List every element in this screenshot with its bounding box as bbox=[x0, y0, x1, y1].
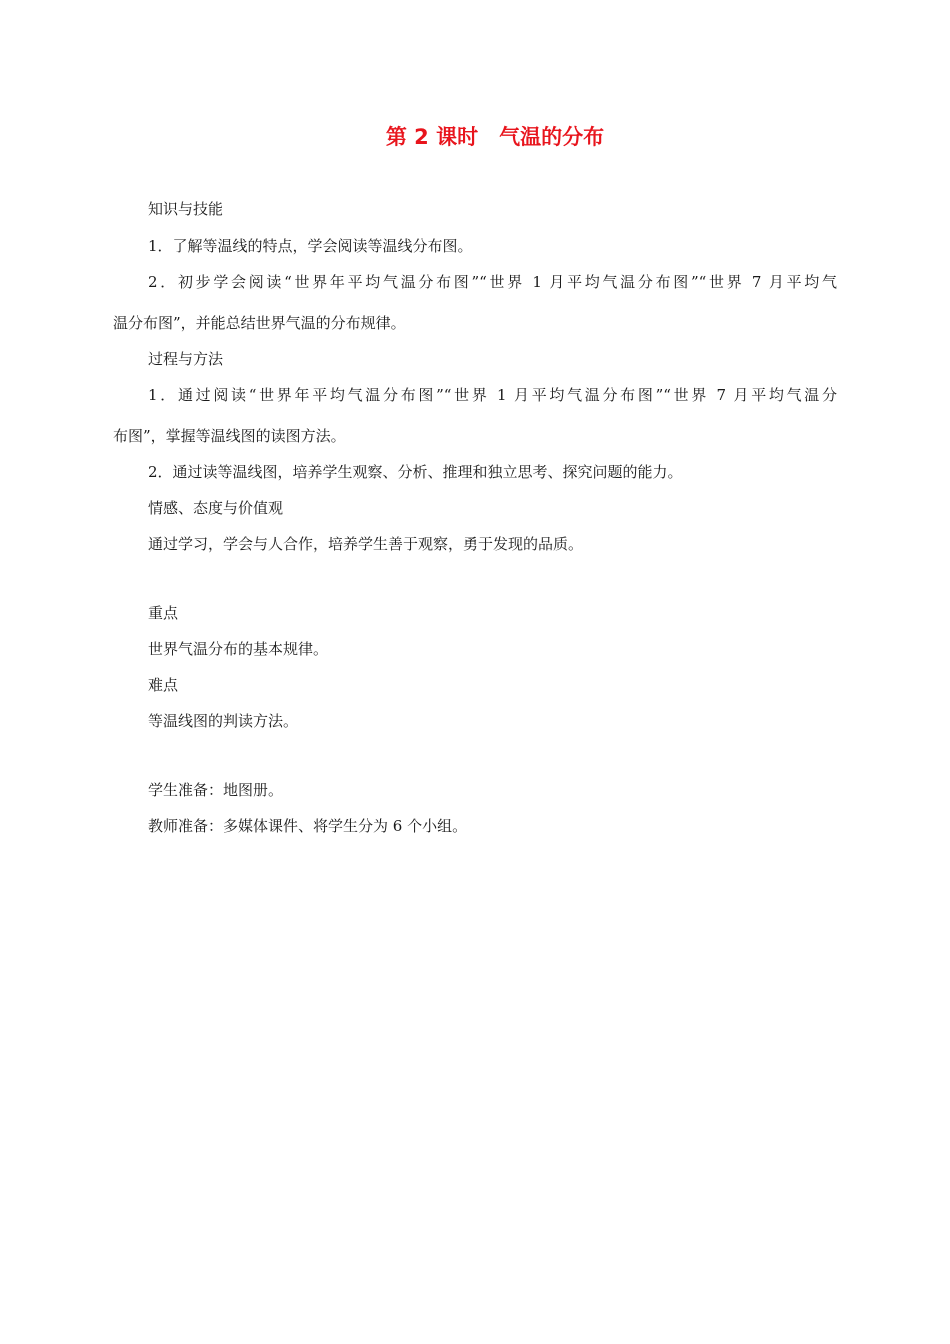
knowledge-item-1: 1．了解等温线的特点，学会阅读等温线分布图。 bbox=[148, 237, 473, 255]
lesson-title: 第 2 课时 气温的分布 bbox=[385, 125, 605, 149]
difficulty-heading: 难点 bbox=[148, 676, 179, 694]
knowledge-heading: 知识与技能 bbox=[148, 200, 224, 218]
process-item-1-line-1: 1．通过阅读“世界年平均气温分布图”“世界 1 月平均气温分布图”“世界 7 月平均气温分 bbox=[148, 386, 837, 404]
attitude-heading: 情感、态度与价值观 bbox=[148, 499, 284, 517]
process-heading: 过程与方法 bbox=[148, 350, 224, 368]
attitude-text: 通过学习，学会与人合作，培养学生善于观察，勇于发现的品质。 bbox=[148, 535, 584, 553]
difficulty-text: 等温线图的判读方法。 bbox=[148, 712, 299, 730]
focus-text: 世界气温分布的基本规律。 bbox=[148, 640, 329, 658]
process-item-1-line-2: 布图”，掌握等温线图的读图方法。 bbox=[113, 427, 346, 445]
knowledge-item-2-line-2: 温分布图”，并能总结世界气温的分布规律。 bbox=[113, 314, 406, 332]
knowledge-item-2-line-1: 2．初步学会阅读“世界年平均气温分布图”“世界 1 月平均气温分布图”“世界 7 月平均气 bbox=[148, 273, 837, 291]
student-preparation: 学生准备：地图册。 bbox=[148, 781, 284, 799]
process-item-2: 2．通过读等温线图，培养学生观察、分析、推理和独立思考、探究问题的能力。 bbox=[148, 463, 683, 481]
focus-heading: 重点 bbox=[148, 604, 179, 622]
teacher-preparation: 教师准备：多媒体课件、将学生分为 6 个小组。 bbox=[148, 817, 468, 835]
